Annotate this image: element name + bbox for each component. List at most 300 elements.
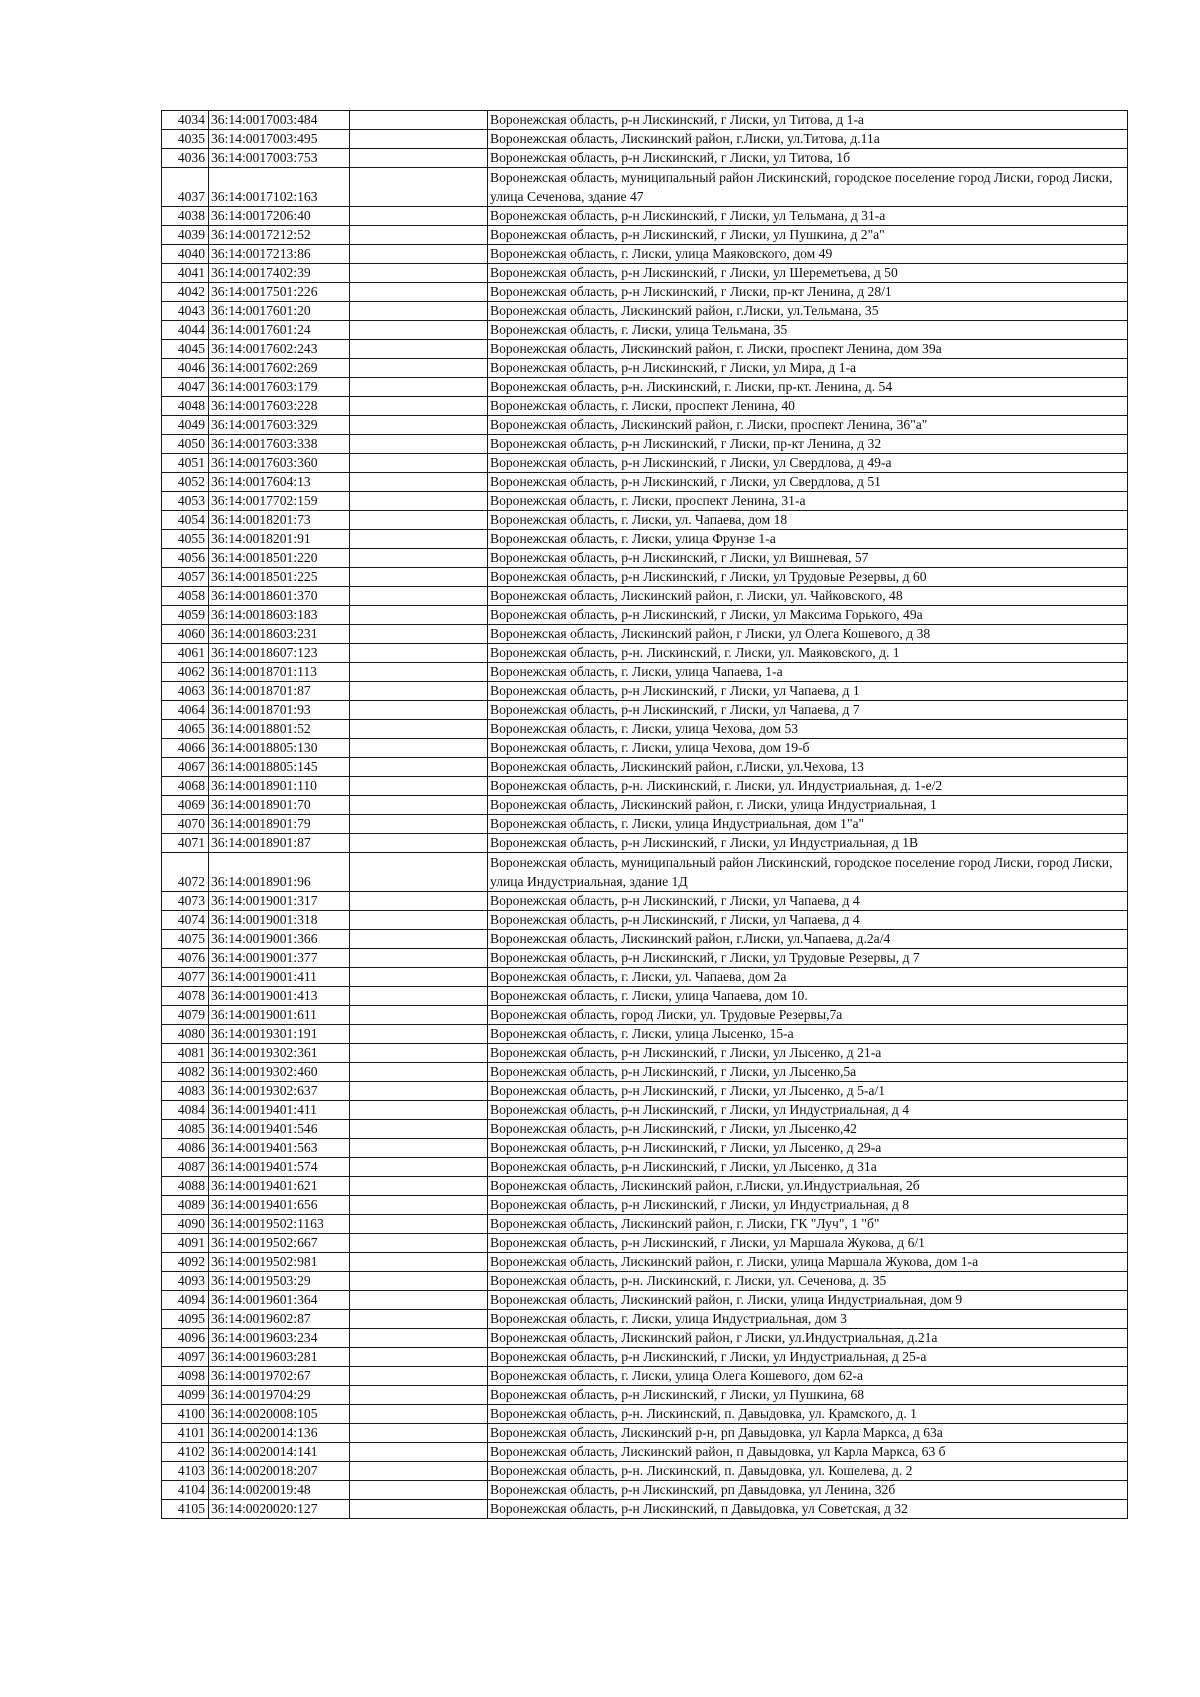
empty-cell (350, 625, 488, 644)
address-cell: Воронежская область, Лискинский район, г Лиски, ул Олега Кошевого, д 38 (488, 625, 1128, 644)
row-number: 4041 (162, 264, 209, 283)
table-row (162, 1348, 1128, 1367)
table-row (162, 435, 1128, 454)
address-cell: Воронежская область, р-н. Лискинский, г. Лиски, ул. Сеченова, д. 35 (488, 1272, 1128, 1291)
table-row (162, 777, 1128, 796)
row-number: 4058 (162, 587, 209, 606)
empty-cell (350, 473, 488, 492)
table-row (162, 1253, 1128, 1272)
cadastral-number: 36:14:0018607:123 (209, 644, 350, 663)
cadastral-number: 36:14:0018801:52 (209, 720, 350, 739)
row-number: 4047 (162, 378, 209, 397)
row-number: 4062 (162, 663, 209, 682)
cadastral-number: 36:14:0019702:67 (209, 1367, 350, 1386)
row-number: 4063 (162, 682, 209, 701)
address-cell: Воронежская область, р-н. Лискинский, п. Давыдовка, ул. Крамского, д. 1 (488, 1405, 1128, 1424)
row-number: 4060 (162, 625, 209, 644)
address-cell: Воронежская область, Лискинский район, п Давыдовка, ул Карла Маркса, 63 б (488, 1443, 1128, 1462)
table-row (162, 568, 1128, 587)
empty-cell (350, 454, 488, 473)
empty-cell (350, 1272, 488, 1291)
empty-cell (350, 1310, 488, 1329)
address-cell: Воронежская область, р-н Лискинский, г Лиски, ул Чапаева, д 1 (488, 682, 1128, 701)
empty-cell (350, 777, 488, 796)
cadastral-number: 36:14:0019302:637 (209, 1082, 350, 1101)
table-row (162, 1177, 1128, 1196)
cadastral-number: 36:14:0019401:621 (209, 1177, 350, 1196)
address-cell: Воронежская область, г. Лиски, улица Индустриальная, дом 3 (488, 1310, 1128, 1329)
row-number: 4076 (162, 949, 209, 968)
empty-cell (350, 1405, 488, 1424)
row-number: 4048 (162, 397, 209, 416)
empty-cell (350, 378, 488, 397)
cadastral-number: 36:14:0018501:220 (209, 549, 350, 568)
row-number: 4075 (162, 930, 209, 949)
row-number: 4098 (162, 1367, 209, 1386)
table-row (162, 1386, 1128, 1405)
address-cell: Воронежская область, Лискинский район, г. Лиски, улица Индустриальная, дом 9 (488, 1291, 1128, 1310)
empty-cell (350, 1291, 488, 1310)
address-cell: Воронежская область, р-н Лискинский, г Лиски, ул Маршала Жукова, д 6/1 (488, 1234, 1128, 1253)
empty-cell (350, 1196, 488, 1215)
row-number: 4064 (162, 701, 209, 720)
empty-cell (350, 1063, 488, 1082)
row-number: 4035 (162, 130, 209, 149)
cadastral-number: 36:14:0019401:656 (209, 1196, 350, 1215)
cadastral-number: 36:14:0019502:667 (209, 1234, 350, 1253)
empty-cell (350, 321, 488, 340)
cadastral-number: 36:14:0019502:981 (209, 1253, 350, 1272)
table-row (162, 1443, 1128, 1462)
cadastral-number: 36:14:0019301:191 (209, 1025, 350, 1044)
empty-cell (350, 720, 488, 739)
address-cell: Воронежская область, г. Лиски, улица Чапаева, дом 10. (488, 987, 1128, 1006)
row-number: 4056 (162, 549, 209, 568)
table-row (162, 226, 1128, 245)
table-row (162, 397, 1128, 416)
cadastral-number: 36:14:0019601:364 (209, 1291, 350, 1310)
row-number: 4065 (162, 720, 209, 739)
address-cell: Воронежская область, Лискинский район, г. Лиски, улица Индустриальная, 1 (488, 796, 1128, 815)
table-row (162, 207, 1128, 226)
address-cell: Воронежская область, Лискинский район, г.Лиски, ул.Чехова, 13 (488, 758, 1128, 777)
cadastral-number: 36:14:0017003:484 (209, 111, 350, 130)
empty-cell (350, 435, 488, 454)
table-row (162, 663, 1128, 682)
row-number: 4087 (162, 1158, 209, 1177)
address-cell: Воронежская область, р-н Лискинский, г Лиски, пр-кт Ленина, д 32 (488, 435, 1128, 454)
cadastral-number: 36:14:0017602:269 (209, 359, 350, 378)
table-row (162, 283, 1128, 302)
address-cell: Воронежская область, р-н Лискинский, г Лиски, ул Тельмана, д 31-а (488, 207, 1128, 226)
row-number: 4037 (162, 168, 209, 207)
row-number: 4095 (162, 1310, 209, 1329)
cadastral-number: 36:14:0017602:243 (209, 340, 350, 359)
address-cell: Воронежская область, р-н Лискинский, г Лиски, ул Индустриальная, д 4 (488, 1101, 1128, 1120)
cadastral-number: 36:14:0018901:87 (209, 834, 350, 853)
empty-cell (350, 1500, 488, 1519)
address-cell: Воронежская область, р-н Лискинский, г Лиски, ул Вишневая, 57 (488, 549, 1128, 568)
cadastral-number: 36:14:0018201:91 (209, 530, 350, 549)
table-row (162, 454, 1128, 473)
table-row (162, 1329, 1128, 1348)
table-row (162, 1405, 1128, 1424)
table-row (162, 1272, 1128, 1291)
table-row (162, 853, 1128, 892)
table-row (162, 111, 1128, 130)
empty-cell (350, 758, 488, 777)
empty-cell (350, 949, 488, 968)
table-row (162, 587, 1128, 606)
row-number: 4054 (162, 511, 209, 530)
table-row (162, 1196, 1128, 1215)
cadastral-number: 36:14:0020020:127 (209, 1500, 350, 1519)
address-cell: Воронежская область, р-н Лискинский, г Лиски, ул Свердлова, д 49-а (488, 454, 1128, 473)
row-number: 4059 (162, 606, 209, 625)
row-number: 4045 (162, 340, 209, 359)
table-row (162, 987, 1128, 1006)
address-cell: Воронежская область, р-н Лискинский, г Лиски, ул Титова, 1б (488, 149, 1128, 168)
row-number: 4053 (162, 492, 209, 511)
row-number: 4096 (162, 1329, 209, 1348)
cadastral-number: 36:14:0019602:87 (209, 1310, 350, 1329)
address-cell: Воронежская область, г. Лиски, проспект Ленина, 31-а (488, 492, 1128, 511)
row-number: 4071 (162, 834, 209, 853)
empty-cell (350, 587, 488, 606)
address-cell: Воронежская область, р-н Лискинский, г Лиски, пр-кт Ленина, д 28/1 (488, 283, 1128, 302)
table-row (162, 1462, 1128, 1481)
table-row (162, 492, 1128, 511)
cadastral-number: 36:14:0019401:563 (209, 1139, 350, 1158)
cadastral-number: 36:14:0017603:338 (209, 435, 350, 454)
cadastral-number: 36:14:0017102:163 (209, 168, 350, 207)
address-cell: Воронежская область, р-н Лискинский, г Лиски, ул Индустриальная, д 25-а (488, 1348, 1128, 1367)
row-number: 4079 (162, 1006, 209, 1025)
table-row (162, 968, 1128, 987)
row-number: 4104 (162, 1481, 209, 1500)
address-cell: Воронежская область, р-н Лискинский, рп Давыдовка, ул Ленина, 32б (488, 1481, 1128, 1500)
row-number: 4105 (162, 1500, 209, 1519)
empty-cell (350, 416, 488, 435)
cadastral-number: 36:14:0019603:234 (209, 1329, 350, 1348)
address-cell: Воронежская область, Лискинский район, г Лиски, ул.Индустриальная, д.21а (488, 1329, 1128, 1348)
empty-cell (350, 492, 488, 511)
table-row (162, 1310, 1128, 1329)
row-number: 4070 (162, 815, 209, 834)
table-row (162, 758, 1128, 777)
table-row (162, 1158, 1128, 1177)
address-cell: Воронежская область, р-н Лискинский, г Лиски, ул Шереметьева, д 50 (488, 264, 1128, 283)
address-cell: Воронежская область, р-н. Лискинский, г. Лиски, ул. Маяковского, д. 1 (488, 644, 1128, 663)
address-cell: Воронежская область, р-н Лискинский, г Лиски, ул Титова, д 1-а (488, 111, 1128, 130)
empty-cell (350, 549, 488, 568)
table-row (162, 1025, 1128, 1044)
address-cell: Воронежская область, г. Лиски, проспект Ленина, 40 (488, 397, 1128, 416)
address-cell: Воронежская область, р-н Лискинский, г Лиски, ул Индустриальная, д 1В (488, 834, 1128, 853)
row-number: 4085 (162, 1120, 209, 1139)
address-cell: Воронежская область, Лискинский район, г. Лиски, улица Маршала Жукова, дом 1-а (488, 1253, 1128, 1272)
empty-cell (350, 530, 488, 549)
table-row (162, 892, 1128, 911)
empty-cell (350, 168, 488, 207)
address-cell: Воронежская область, г. Лиски, улица Чехова, дом 19-б (488, 739, 1128, 758)
cadastral-number: 36:14:0018901:70 (209, 796, 350, 815)
table-row (162, 606, 1128, 625)
table-row (162, 130, 1128, 149)
cadastral-number: 36:14:0019704:29 (209, 1386, 350, 1405)
table-row (162, 549, 1128, 568)
row-number: 4078 (162, 987, 209, 1006)
row-number: 4044 (162, 321, 209, 340)
row-number: 4061 (162, 644, 209, 663)
table-row (162, 359, 1128, 378)
table-row (162, 815, 1128, 834)
address-cell: Воронежская область, р-н Лискинский, г Лиски, ул Чапаева, д 4 (488, 892, 1128, 911)
table-row (162, 149, 1128, 168)
empty-cell (350, 1139, 488, 1158)
row-number: 4040 (162, 245, 209, 264)
table-row (162, 1082, 1128, 1101)
empty-cell (350, 1253, 488, 1272)
row-number: 4067 (162, 758, 209, 777)
table-row (162, 1006, 1128, 1025)
address-cell: Воронежская область, Лискинский район, г.Лиски, ул.Тельмана, 35 (488, 302, 1128, 321)
table-row (162, 1367, 1128, 1386)
cadastral-number: 36:14:0017603:329 (209, 416, 350, 435)
row-number: 4034 (162, 111, 209, 130)
cadastral-number: 36:14:0018701:93 (209, 701, 350, 720)
row-number: 4057 (162, 568, 209, 587)
address-cell: Воронежская область, г. Лиски, ул. Чапаева, дом 2а (488, 968, 1128, 987)
address-cell: Воронежская область, р-н Лискинский, г Лиски, ул Лысенко, д 5-а/1 (488, 1082, 1128, 1101)
address-cell: Воронежская область, р-н Лискинский, г Лиски, ул Пушкина, 68 (488, 1386, 1128, 1405)
row-number: 4050 (162, 435, 209, 454)
address-cell: Воронежская область, р-н Лискинский, г Лиски, ул Свердлова, д 51 (488, 473, 1128, 492)
table-row (162, 1481, 1128, 1500)
table-row (162, 796, 1128, 815)
empty-cell (350, 302, 488, 321)
cadastral-number: 36:14:0019302:460 (209, 1063, 350, 1082)
empty-cell (350, 892, 488, 911)
address-cell: Воронежская область, р-н Лискинский, г Лиски, ул Лысенко,42 (488, 1120, 1128, 1139)
cadastral-table (161, 110, 1128, 1519)
address-cell: Воронежская область, г. Лиски, улица Чапаева, 1-а (488, 663, 1128, 682)
address-cell: Воронежская область, г. Лиски, улица Индустриальная, дом 1"а" (488, 815, 1128, 834)
cadastral-number: 36:14:0019001:366 (209, 930, 350, 949)
address-cell: Воронежская область, Лискинский р-н, рп Давыдовка, ул Карла Маркса, д 63а (488, 1424, 1128, 1443)
table-row (162, 378, 1128, 397)
address-cell: Воронежская область, р-н Лискинский, г Лиски, ул Лысенко, д 31а (488, 1158, 1128, 1177)
empty-cell (350, 930, 488, 949)
address-cell: Воронежская область, р-н Лискинский, г Лиски, ул Трудовые Резервы, д 60 (488, 568, 1128, 587)
cadastral-number: 36:14:0018201:73 (209, 511, 350, 530)
address-cell: Воронежская область, г. Лиски, улица Олега Кошевого, дом 62-а (488, 1367, 1128, 1386)
address-cell: Воронежская область, Лискинский район, г. Лиски, проспект Ленина, 36"а" (488, 416, 1128, 435)
empty-cell (350, 987, 488, 1006)
address-cell: Воронежская область, муниципальный район Лискинский, городское поселение город Лиски, город Лиски, улица Сеченова, здание 47 (488, 168, 1128, 207)
row-number: 4073 (162, 892, 209, 911)
address-cell: Воронежская область, р-н Лискинский, г Лиски, ул Индустриальная, д 8 (488, 1196, 1128, 1215)
table-row (162, 949, 1128, 968)
table-row (162, 1291, 1128, 1310)
table-row (162, 1063, 1128, 1082)
address-cell: Воронежская область, г. Лиски, улица Лысенко, 15-а (488, 1025, 1128, 1044)
empty-cell (350, 644, 488, 663)
empty-cell (350, 663, 488, 682)
table-row (162, 1424, 1128, 1443)
table-row (162, 682, 1128, 701)
row-number: 4046 (162, 359, 209, 378)
cadastral-number: 36:14:0017213:86 (209, 245, 350, 264)
empty-cell (350, 739, 488, 758)
row-number: 4043 (162, 302, 209, 321)
cadastral-number: 36:14:0018701:113 (209, 663, 350, 682)
row-number: 4090 (162, 1215, 209, 1234)
address-cell: Воронежская область, Лискинский район, г.Лиски, ул.Титова, д.11а (488, 130, 1128, 149)
address-cell: Воронежская область, р-н Лискинский, г Лиски, ул Лысенко, д 29-а (488, 1139, 1128, 1158)
table-row (162, 739, 1128, 758)
empty-cell (350, 834, 488, 853)
table-row (162, 625, 1128, 644)
address-cell: Воронежская область, р-н Лискинский, г Лиски, ул Мира, д 1-а (488, 359, 1128, 378)
table-row (162, 930, 1128, 949)
address-cell: Воронежская область, Лискинский район, г. Лиски, ГК "Луч", 1 "б" (488, 1215, 1128, 1234)
empty-cell (350, 1348, 488, 1367)
empty-cell (350, 283, 488, 302)
table-row (162, 834, 1128, 853)
empty-cell (350, 207, 488, 226)
row-number: 4042 (162, 283, 209, 302)
address-cell: Воронежская область, муниципальный район Лискинский, городское поселение город Лиски, город Лиски, улица Индустриальная, здание 1Д (488, 853, 1128, 892)
table-row (162, 1139, 1128, 1158)
empty-cell (350, 1120, 488, 1139)
empty-cell (350, 911, 488, 930)
cadastral-number: 36:14:0019001:318 (209, 911, 350, 930)
cadastral-number: 36:14:0019503:29 (209, 1272, 350, 1291)
cadastral-number: 36:14:0018501:225 (209, 568, 350, 587)
table-row (162, 911, 1128, 930)
row-number: 4093 (162, 1272, 209, 1291)
empty-cell (350, 1006, 488, 1025)
empty-cell (350, 1025, 488, 1044)
address-cell: Воронежская область, г. Лиски, улица Фрунзе 1-а (488, 530, 1128, 549)
table-row (162, 416, 1128, 435)
cadastral-number: 36:14:0019001:413 (209, 987, 350, 1006)
table-row (162, 1120, 1128, 1139)
empty-cell (350, 853, 488, 892)
cadastral-number: 36:14:0019401:574 (209, 1158, 350, 1177)
address-cell: Воронежская область, р-н Лискинский, п Давыдовка, ул Советская, д 32 (488, 1500, 1128, 1519)
cadastral-number: 36:14:0017603:179 (209, 378, 350, 397)
table-row (162, 701, 1128, 720)
address-cell: Воронежская область, р-н. Лискинский, п. Давыдовка, ул. Кошелева, д. 2 (488, 1462, 1128, 1481)
empty-cell (350, 130, 488, 149)
cadastral-number: 36:14:0020008:105 (209, 1405, 350, 1424)
row-number: 4038 (162, 207, 209, 226)
cadastral-number: 36:14:0018901:110 (209, 777, 350, 796)
address-cell: Воронежская область, г. Лиски, ул. Чапаева, дом 18 (488, 511, 1128, 530)
empty-cell (350, 511, 488, 530)
empty-cell (350, 340, 488, 359)
cadastral-number: 36:14:0017603:360 (209, 454, 350, 473)
empty-cell (350, 359, 488, 378)
row-number: 4066 (162, 739, 209, 758)
table-row (162, 511, 1128, 530)
cadastral-number: 36:14:0017702:159 (209, 492, 350, 511)
row-number: 4094 (162, 1291, 209, 1310)
table-row (162, 245, 1128, 264)
row-number: 4084 (162, 1101, 209, 1120)
empty-cell (350, 1386, 488, 1405)
cadastral-number: 36:14:0019001:377 (209, 949, 350, 968)
cadastral-number: 36:14:0019502:1163 (209, 1215, 350, 1234)
address-cell: Воронежская область, р-н. Лискинский, г. Лиски, пр-кт. Ленина, д. 54 (488, 378, 1128, 397)
cadastral-number: 36:14:0018603:183 (209, 606, 350, 625)
row-number: 4055 (162, 530, 209, 549)
row-number: 4052 (162, 473, 209, 492)
table-row (162, 530, 1128, 549)
row-number: 4086 (162, 1139, 209, 1158)
row-number: 4068 (162, 777, 209, 796)
cadastral-number: 36:14:0020014:141 (209, 1443, 350, 1462)
cadastral-number: 36:14:0017603:228 (209, 397, 350, 416)
table-row (162, 1101, 1128, 1120)
cadastral-number: 36:14:0020014:136 (209, 1424, 350, 1443)
empty-cell (350, 815, 488, 834)
table-row (162, 168, 1128, 207)
cadastral-number: 36:14:0019401:411 (209, 1101, 350, 1120)
empty-cell (350, 606, 488, 625)
table-row (162, 340, 1128, 359)
table-row (162, 302, 1128, 321)
empty-cell (350, 568, 488, 587)
empty-cell (350, 968, 488, 987)
address-cell: Воронежская область, р-н Лискинский, г Лиски, ул Пушкина, д 2"а" (488, 226, 1128, 245)
empty-cell (350, 1462, 488, 1481)
cadastral-number: 36:14:0017206:40 (209, 207, 350, 226)
cadastral-number: 36:14:0019001:411 (209, 968, 350, 987)
empty-cell (350, 111, 488, 130)
empty-cell (350, 1443, 488, 1462)
empty-cell (350, 226, 488, 245)
cadastral-number: 36:14:0019603:281 (209, 1348, 350, 1367)
cadastral-number: 36:14:0017212:52 (209, 226, 350, 245)
address-cell: Воронежская область, г. Лиски, улица Чехова, дом 53 (488, 720, 1128, 739)
row-number: 4089 (162, 1196, 209, 1215)
address-cell: Воронежская область, р-н. Лискинский, г. Лиски, ул. Индустриальная, д. 1-е/2 (488, 777, 1128, 796)
empty-cell (350, 682, 488, 701)
table-row (162, 720, 1128, 739)
cadastral-number: 36:14:0017003:753 (209, 149, 350, 168)
row-number: 4099 (162, 1386, 209, 1405)
table-row (162, 1234, 1128, 1253)
address-cell: Воронежская область, р-н Лискинский, г Лиски, ул Лысенко,5а (488, 1063, 1128, 1082)
empty-cell (350, 1424, 488, 1443)
cadastral-number: 36:14:0019401:546 (209, 1120, 350, 1139)
cadastral-number: 36:14:0018901:96 (209, 853, 350, 892)
cadastral-number: 36:14:0018805:130 (209, 739, 350, 758)
cadastral-number: 36:14:0018603:231 (209, 625, 350, 644)
row-number: 4088 (162, 1177, 209, 1196)
row-number: 4072 (162, 853, 209, 892)
cadastral-number: 36:14:0020019:48 (209, 1481, 350, 1500)
empty-cell (350, 701, 488, 720)
empty-cell (350, 1329, 488, 1348)
address-cell: Воронежская область, Лискинский район, г.Лиски, ул.Индустриальная, 2б (488, 1177, 1128, 1196)
cadastral-number: 36:14:0020018:207 (209, 1462, 350, 1481)
row-number: 4091 (162, 1234, 209, 1253)
table-row (162, 321, 1128, 340)
